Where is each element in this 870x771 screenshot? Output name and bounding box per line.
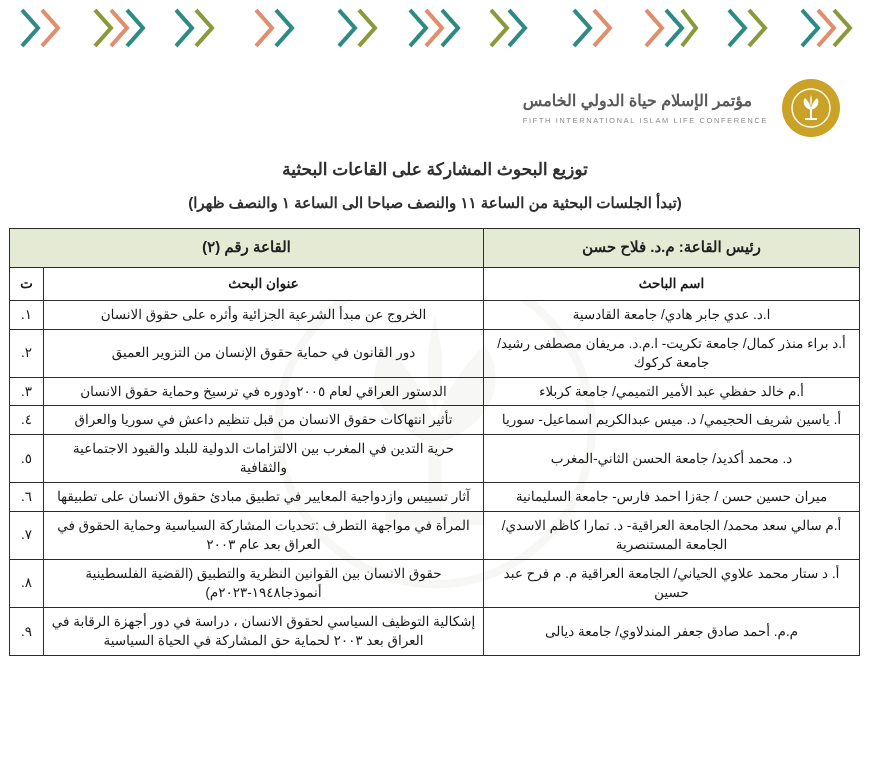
- researcher-cell: م.م. أحمد صادق جعفر المندلاوي/ جامعة ديالى: [484, 607, 860, 655]
- researcher-cell: أ.م سالي سعد محمد/ الجامعة العراقية- د. تمارا كاظم الاسدي/ الجامعة المستنصرية: [484, 511, 860, 559]
- table-row: [10, 434, 860, 482]
- brand-lockup: [523, 79, 840, 137]
- ornament-icon: [483, 6, 545, 50]
- research-title-cell: الدستور العراقي لعام ٢٠٠٥ودوره في ترسيخ وحماية حقوق الانسان: [44, 377, 484, 406]
- ornament-icon: [89, 6, 151, 50]
- research-title-cell: حرية التدين في المغرب بين الالتزامات الدولية للبلد والقيود الاجتماعية والثقافية: [44, 434, 484, 482]
- row-number-cell: ٩.: [10, 607, 44, 655]
- brand-title-english: FIFTH INTERNATIONAL ISLAM LIFE CONFERENCE: [522, 116, 768, 126]
- row-number-cell: ٦.: [10, 482, 44, 511]
- table-row: [10, 301, 860, 330]
- table-row: [10, 482, 860, 511]
- ornament-icon: [325, 6, 387, 50]
- researcher-cell: أ.د براء منذر كمال/ جامعة تكريت- ا.م.د. مريفان مصطفى رشيد/ جامعة كركوك: [484, 329, 860, 377]
- page-subtitle: (تبدأ الجلسات البحثية من الساعة ١١ والنصف صباحا الى الساعة ١ والنصف ظهرا): [188, 195, 682, 212]
- research-title-cell: تأثير انتهاكات حقوق الانسان من قبل تنظيم داعش في سوريا والعراق: [44, 406, 484, 435]
- ornament-icon: [10, 6, 72, 50]
- schedule-table: [9, 228, 860, 656]
- row-number-cell: ٨.: [10, 559, 44, 607]
- ornament-icon: [246, 6, 308, 50]
- page-title: توزيع البحوث المشاركة على القاعات البحثية: [282, 160, 588, 179]
- table-row: [10, 607, 860, 655]
- ornament-icon: [798, 6, 860, 50]
- schedule-table-container: [0, 228, 870, 656]
- row-number-cell: ٣.: [10, 377, 44, 406]
- research-title-cell: إشكالية التوظيف السياسي لحقوق الانسان ، دراسة في دور أجهزة الرقابة في العراق بعد ٢٠٠٣ لحماية حق المشاركة في الحياة السياسية: [44, 607, 484, 655]
- hall-header-cell: القاعة رقم (٢): [10, 229, 484, 268]
- researcher-cell: ميران حسين حسن / جةزا احمد فارس- جامعة السليمانية: [484, 482, 860, 511]
- row-number-cell: ١.: [10, 301, 44, 330]
- col-researcher-header: اسم الباحث: [484, 268, 860, 301]
- researcher-cell: أ. د ستار محمد علاوي الحياني/ الجامعة العراقية م. م فرح عبد حسين: [484, 559, 860, 607]
- ornament-icon: [168, 6, 230, 50]
- decorative-top-band: [0, 0, 870, 62]
- row-number-cell: ٢.: [10, 329, 44, 377]
- table-row: [10, 406, 860, 435]
- row-number-cell: ٥.: [10, 434, 44, 482]
- researcher-cell: أ. ياسين شريف الحجيمي/ د. ميس عبدالكريم اسماعيل- سوريا: [484, 406, 860, 435]
- ornament-icon: [640, 6, 702, 50]
- table-row: [10, 559, 860, 607]
- research-title-cell: آثار تسييس وازدواجية المعايير في تطبيق مبادئ حقوق الانسان على تطبيقها: [44, 482, 484, 511]
- research-title-cell: حقوق الانسان بين القوانين النظرية والتطبيق (القضية الفلسطينية أنموذجا١٩٤٨-٢٠٢٣م): [44, 559, 484, 607]
- col-num-header: ت: [10, 268, 44, 301]
- brand-title-arabic: مؤتمر الإسلام حياة الدولي الخامس: [522, 92, 753, 110]
- ornament-icon: [404, 6, 466, 50]
- motif-row: [0, 0, 870, 50]
- brand-text: [523, 91, 768, 125]
- table-row: [10, 329, 860, 377]
- document-titles: [0, 160, 870, 212]
- table-row: [10, 377, 860, 406]
- col-title-header: عنوان البحث: [44, 268, 484, 301]
- conference-header: [0, 62, 870, 154]
- row-number-cell: ٤.: [10, 406, 44, 435]
- researcher-cell: د. محمد أكديد/ جامعة الحسن الثاني-المغرب: [484, 434, 860, 482]
- row-number-cell: ٧.: [10, 511, 44, 559]
- ornament-icon: [562, 6, 624, 50]
- research-title-cell: المرأة في مواجهة التطرف :تحديات المشاركة السياسية وحماية الحقوق في العراق بعد عام ٢٠٠٣: [44, 511, 484, 559]
- tree-emblem-icon: [782, 79, 840, 137]
- schedule-table-body: [10, 301, 860, 656]
- researcher-cell: أ.م خالد حفظي عبد الأمير التميمي/ جامعة كربلاء: [484, 377, 860, 406]
- researcher-cell: ا.د. عدي جابر هادي/ جامعة القادسية: [484, 301, 860, 330]
- ornament-icon: [719, 6, 781, 50]
- table-subheader-row: [10, 268, 860, 301]
- research-title-cell: الخروج عن مبدأ الشرعية الجزائية وأثره على حقوق الانسان: [44, 301, 484, 330]
- table-row: [10, 511, 860, 559]
- table-header-row: [10, 229, 860, 268]
- chair-header-cell: رئيس القاعة: م.د. فلاح حسن: [484, 229, 860, 268]
- research-title-cell: دور القانون في حماية حقوق الإنسان من التزوير العميق: [44, 329, 484, 377]
